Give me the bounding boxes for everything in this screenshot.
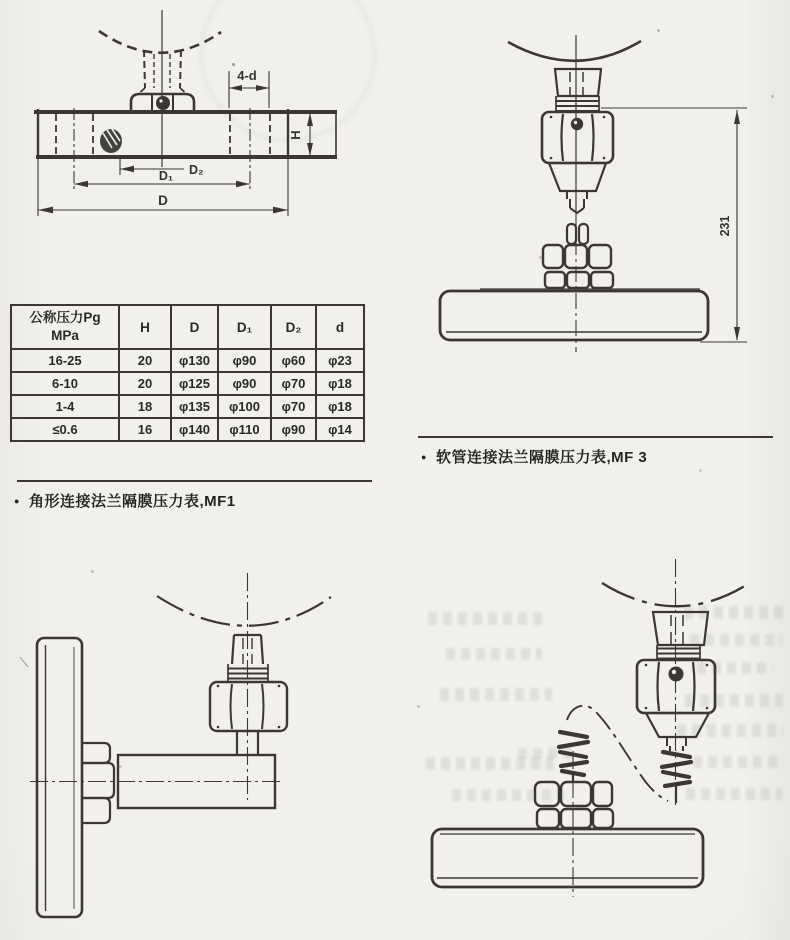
flexible-hose-dashed-curve (567, 706, 668, 801)
figure-angle-connection-drawing (10, 555, 390, 940)
thread-corrugation (657, 645, 700, 660)
table-header-row (11, 305, 364, 349)
table-cell: φ90 (218, 349, 271, 372)
header-pressure-line2: MPa (51, 328, 79, 343)
lower-stem (567, 224, 588, 244)
table-cell: 16 (119, 418, 171, 441)
table-cell: φ70 (271, 372, 316, 395)
caption-mf3 (421, 446, 647, 467)
clamp-nut (131, 94, 194, 112)
table-cell: 20 (119, 349, 171, 372)
table-cell: ≤0.6 (11, 418, 119, 441)
header-pressure (11, 305, 119, 349)
dim-label-H: H (288, 130, 303, 140)
table-cell: φ110 (218, 418, 271, 441)
gauge-socket (555, 69, 601, 96)
table-cell: 6-10 (11, 372, 119, 395)
upper-hex-nut (543, 245, 611, 268)
table-row (11, 395, 364, 418)
flange-plate (432, 829, 703, 887)
header-pressure-line1: 公称压力Pg (29, 309, 101, 325)
header-D1: D₁ (218, 305, 271, 349)
bullet-icon: ● (421, 452, 427, 462)
gauge-case-arc (508, 41, 641, 61)
taper-and-nipple (549, 163, 606, 213)
hex-union-nut (210, 682, 287, 731)
table-cell: φ70 (271, 395, 316, 418)
dimension-4d (229, 68, 269, 108)
table-cell: φ125 (171, 372, 218, 395)
table-cell: 16-25 (11, 349, 119, 372)
caption-mf1-text: 角形连接法兰隔膜压力表,MF1 (28, 493, 236, 510)
flange-plate (440, 289, 708, 340)
table-cell: φ60 (271, 349, 316, 372)
dim-label-D: D (158, 193, 168, 208)
table-row (11, 349, 364, 372)
gauge-case-dashed-arc (157, 596, 331, 626)
caption-rule-mf1 (17, 480, 372, 482)
dim-label-D2: D₂ (189, 163, 204, 177)
caption-mf3-text: 软管连接法兰隔膜压力表,MF 3 (435, 449, 648, 466)
flange-disc-side-view (37, 638, 82, 917)
header-D2: D₂ (271, 305, 316, 349)
taper-and-nipple (646, 713, 709, 751)
bullet-icon: ● (14, 496, 20, 506)
dimension-231 (601, 108, 747, 342)
table-cell: φ130 (171, 349, 218, 372)
header-H: H (119, 305, 171, 349)
table-row (11, 418, 364, 441)
right-spring-coil (662, 752, 691, 803)
figure-hose-connection-coil-drawing (400, 555, 790, 940)
table-cell: φ140 (171, 418, 218, 441)
dim-label-D1: D₁ (158, 169, 174, 183)
spec-table (10, 304, 365, 442)
header-d: d (316, 305, 364, 349)
hex-nut-on-disc (82, 743, 114, 823)
dim-label-4d: 4-d (237, 68, 257, 83)
table-cell: φ90 (218, 372, 271, 395)
dimension-D1 (74, 169, 250, 187)
hatched-hole-section (100, 129, 122, 153)
table-cell: φ90 (271, 418, 316, 441)
table-cell: φ18 (316, 372, 364, 395)
table-cell: φ18 (316, 395, 364, 418)
thread-corrugation (556, 96, 599, 111)
gauge-socket (653, 612, 708, 645)
caption-mf1 (14, 490, 236, 511)
table-cell: φ100 (218, 395, 271, 418)
gauge-case-dashed-arc (99, 31, 221, 53)
header-D: D (171, 305, 218, 349)
table-cell: 1-4 (11, 395, 119, 418)
table-cell: φ14 (316, 418, 364, 441)
lower-hex-nut (545, 272, 613, 288)
table-cell: 20 (119, 372, 171, 395)
figure-angle-flange-dimension-drawing (0, 0, 360, 232)
caption-rule-mf3 (418, 436, 773, 438)
hex-union-nut (542, 112, 613, 163)
table-cell: φ23 (316, 349, 364, 372)
table-cell: 18 (119, 395, 171, 418)
table-cell: φ135 (171, 395, 218, 418)
dim-label-231: 231 (718, 215, 732, 237)
table-row (11, 372, 364, 395)
centerlines (20, 573, 282, 800)
dimension-H (288, 113, 313, 156)
lower-hex-nut (537, 809, 613, 828)
figure-hose-connection-drawing (400, 0, 790, 360)
